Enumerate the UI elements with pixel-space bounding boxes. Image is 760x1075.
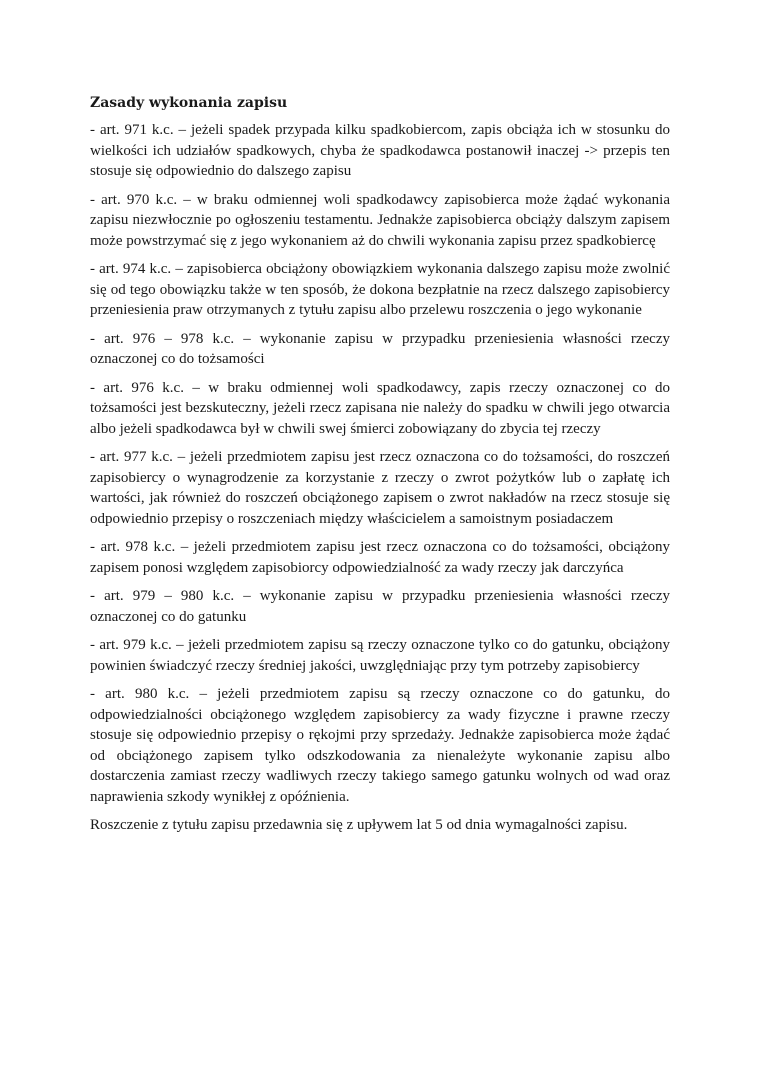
paragraph-art-970: - art. 970 k.c. – w braku odmiennej woli spadkodawcy zapisobierca może żądać wykonania zapisu niezwłocznie po ogłoszeniu testamentu. Jednakże zapisobierca obciąży dalszym zapisem może powstrzymać się z jego wykonaniem aż do chwili wykonania zapisu przez spadkobiercę (90, 191, 670, 249)
paragraph-limitation: Roszczenie z tytułu zapisu przedawnia się z upływem lat 5 od dnia wymagalności zapisu. (90, 817, 628, 833)
paragraph-art-974: - art. 974 k.c. – zapisobierca obciążony obowiązkiem wykonania dalszego zapisu może zwolnić się od tego obowiązku także w ten sposób, że dokona bezpłatnie na rzecz dalszego zapisobiercy przeniesienia praw otrzymanych z tytułu zapisu albo przelewu roszczenia o jego wykonanie (90, 261, 670, 318)
paragraph-art-980: - art. 980 k.c. – jeżeli przedmiotem zapisu są rzeczy oznaczone co do gatunku, do odpowiedzialności obciążonego względem zapisobiercy za wady fizyczne i prawne rzeczy stosuje się odpowiednio przepisy o rękojmi przy sprzedaży. Jednakże zapisobierca może żądać od obciążonego zapisem tylko odszkodowania za nienależyte wykonanie zapisu albo dostarczenia zamiast rzeczy wadliwych rzeczy takiego samego gatunku wolnych od wad oraz naprawienia szkody wynikłej z opóźnienia. (90, 686, 670, 805)
document-title: Zasady wykonania zapisu (90, 95, 288, 111)
paragraph-art-978: - art. 978 k.c. – jeżeli przedmiotem zapisu jest rzecz oznaczona co do tożsamości, obciążony zapisem ponosi względem zapisobiorcy odpowiedzialność za wady rzeczy jak darczyńca (90, 539, 670, 576)
paragraph-art-976-978: - art. 976 – 978 k.c. – wykonanie zapisu w przypadku przeniesienia własności rzeczy oznaczonej co do tożsamości (90, 330, 670, 367)
paragraph-art-977: - art. 977 k.c. – jeżeli przedmiotem zapisu jest rzecz oznaczona co do tożsamości, do roszczeń zapisobiercy o wynagrodzenie za korzystanie z rzeczy o zwrot pożytków lub o zapłatę ich wartości, jak również do roszczeń obciążonego zapisem o zwrot nakładów na rzecz stosuje się odpowiednio przepisy o roszczeniach między właścicielem a samoistnym posiadaczem (90, 449, 670, 527)
paragraph-art-976: - art. 976 k.c. – w braku odmiennej woli spadkodawcy, zapis rzeczy oznaczonej co do tożsamości jest bezskuteczny, jeżeli rzecz zapisana nie należy do spadku w chwili jego otwarcia albo jeżeli spadkodawca był w chwili swej śmierci zobowiązany do zbycia tej rzeczy (90, 379, 670, 437)
paragraph-art-979-980: - art. 979 – 980 k.c. – wykonanie zapisu w przypadku przeniesienia własności rzeczy oznaczonej co do gatunku (90, 588, 670, 625)
document-page (90, 93, 670, 844)
paragraph-art-971: - art. 971 k.c. – jeżeli spadek przypada kilku spadkobiercom, zapis obciąża ich w stosunku do wielkości ich udziałów spadkowych, chyba że spadkodawca postanowił inaczej -> przepis ten stosuje się odpowiednio do dalszego zapisu (90, 122, 670, 179)
paragraph-art-979: - art. 979 k.c. – jeżeli przedmiotem zapisu są rzeczy oznaczone tylko co do gatunku, obciążony powinien świadczyć rzeczy średniej jakości, uwzględniając przy tym potrzeby zapisobiercy (90, 637, 670, 674)
